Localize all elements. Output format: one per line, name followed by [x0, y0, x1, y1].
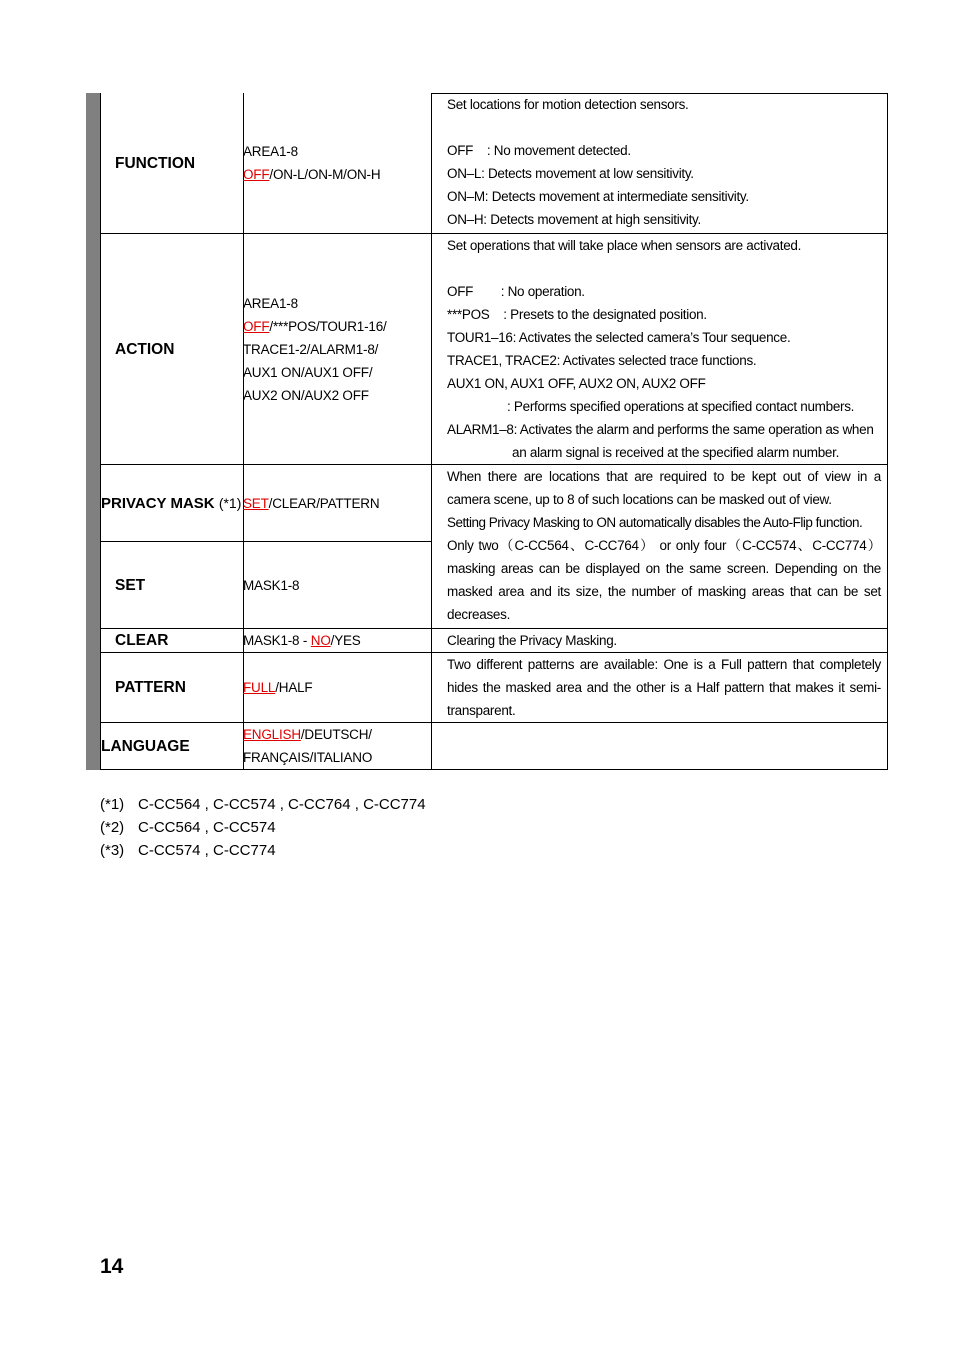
desc-line: ON–M: Detects movement at intermediate sensitivity.	[447, 189, 749, 204]
footnotes	[100, 793, 426, 862]
row-options-language	[243, 723, 431, 769]
footnote	[100, 839, 426, 862]
option-values: FRANÇAIS/ITALIANO	[243, 750, 373, 765]
row-label-action: ACTION	[115, 340, 175, 358]
row-desc-action	[431, 234, 887, 464]
option-prefix: MASK1-8 -	[243, 633, 311, 648]
desc-line: an alarm signal is received at the specified alarm number.	[512, 445, 840, 460]
desc-line: TRACE1, TRACE2: Activates selected trace functions.	[447, 353, 757, 368]
row-options-set: MASK1-8	[243, 577, 300, 593]
option-values: /DEUTSCH/	[300, 727, 372, 742]
option-area: AREA1-8	[243, 295, 298, 311]
desc-line: OFF : No movement detected.	[447, 143, 631, 158]
row-label-clear: CLEAR	[115, 632, 169, 649]
desc-line: ON–L: Detects movement at low sensitivity.	[447, 166, 694, 181]
row-label-language: LANGUAGE	[101, 737, 190, 755]
desc-line: Set locations for motion detection sensors.	[447, 97, 689, 112]
default-value: OFF	[243, 167, 270, 182]
footnote	[100, 793, 426, 816]
row-desc-function	[431, 93, 887, 233]
desc-line: OFF : No operation.	[447, 284, 585, 299]
footnote-text: C-CC574 , C-CC774	[138, 842, 276, 859]
desc-paragraph: Setting Privacy Masking to ON automatically disables the Auto-Flip function.	[447, 515, 863, 530]
row-options-clear	[243, 629, 431, 652]
desc-paragraph: Only two（C-CC564、C-CC764） or only four（C-CC574、C-CC774） masking areas can be displayed on the same screen. Depending on the masked area and its size, the number of masking areas that can be set decreases.	[447, 538, 881, 622]
option-values: /YES	[330, 633, 361, 648]
footnote-text: C-CC564 , C-CC574 , C-CC764 , C-CC774	[138, 796, 426, 813]
row-label-pattern: PATTERN	[115, 679, 186, 696]
default-value: NO	[310, 633, 331, 648]
row-options-privacy-mask	[243, 465, 431, 541]
desc-line: : Performs specified operations at specified contact numbers.	[507, 399, 855, 414]
option-values: AUX1 ON/AUX1 OFF/	[243, 364, 373, 380]
row-options-function	[243, 93, 431, 233]
option-area: AREA1-8	[243, 144, 298, 159]
default-value: SET	[243, 495, 269, 511]
footnote	[100, 816, 426, 839]
row-options-pattern	[243, 653, 431, 722]
table-sidebar	[86, 93, 100, 770]
desc-line: AUX1 ON, AUX1 OFF, AUX2 ON, AUX2 OFF	[447, 376, 706, 391]
footnote-mark: (*3)	[100, 842, 125, 859]
desc-line: ALARM1–8: Activates the alarm and performs the same operation as when	[447, 422, 874, 437]
footnote-text: C-CC564 , C-CC574	[138, 819, 276, 836]
row-options-action	[243, 234, 431, 464]
default-value: FULL	[243, 680, 276, 695]
row-desc-pattern: Two different patterns are available: One is a Full pattern that completely hides the masked area and the other is a Half pattern that makes it semi-transparent.	[447, 657, 881, 718]
default-value: ENGLISH	[243, 727, 301, 742]
option-values: /CLEAR/PATTERN	[268, 495, 380, 511]
option-values: AUX2 ON/AUX2 OFF	[243, 387, 369, 403]
privacy-mask-label: PRIVACY MASK	[101, 494, 215, 512]
desc-line: ON–H: Detects movement at high sensitivity.	[447, 212, 701, 227]
desc-line: Set operations that will take place when sensors are activated.	[447, 238, 802, 253]
option-values: /***POS/TOUR1-16/	[269, 318, 387, 334]
desc-paragraph: When there are locations that are required to be kept out of view in a camera scene, up to 8 of such locations can be masked out of view.	[447, 469, 881, 507]
row-desc-clear: Clearing the Privacy Masking.	[447, 633, 617, 648]
page-number: 14	[100, 1255, 124, 1278]
footnote-mark: (*1)	[100, 796, 125, 813]
row-label-privacy-mask	[101, 465, 243, 541]
row-label-function: FUNCTION	[115, 154, 196, 172]
option-values: /HALF	[275, 680, 313, 695]
settings-table	[86, 93, 888, 770]
row-label-set: SET	[115, 576, 146, 594]
option-values: /ON-L/ON-M/ON-H	[269, 167, 381, 182]
option-values: TRACE1-2/ALARM1-8/	[243, 341, 379, 357]
row-desc-privacy-mask	[431, 465, 887, 628]
desc-line: TOUR1–16: Activates the selected camera’s Tour sequence.	[447, 330, 791, 345]
default-value: OFF	[243, 318, 270, 334]
footnote-mark: (*2)	[100, 819, 125, 836]
desc-line: ***POS : Presets to the designated position.	[447, 307, 707, 322]
footnote-ref: (*1)	[218, 494, 242, 511]
